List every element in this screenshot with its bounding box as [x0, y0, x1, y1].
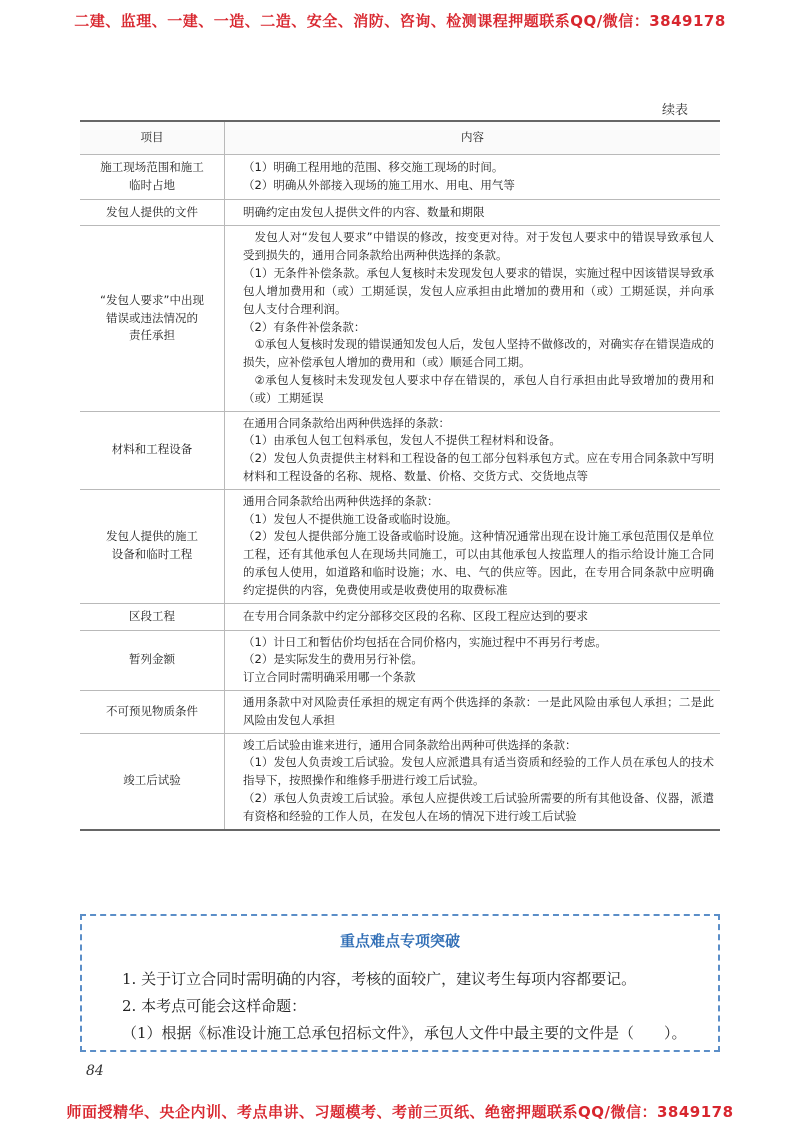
key-points-title: 重点难点专项突破: [339, 932, 460, 950]
table-row: [80, 630, 720, 690]
table-row: [80, 489, 720, 603]
row-content-cell: [225, 690, 721, 733]
row-item-label: 设备和临时工程: [111, 547, 193, 562]
row-content-cell: [225, 630, 721, 690]
row-item-cell: [80, 630, 225, 690]
row-item-label: 施工现场范围和施工: [100, 160, 204, 174]
row-content-cell: [225, 489, 721, 603]
row-content-line: （2）明确从外部接入现场的施工用水、用电、用气等: [243, 177, 515, 192]
row-item-label: 不可预见物质条件: [106, 703, 198, 718]
header-banner: 二建、监理、一建、一造、二造、安全、消防、咨询、检测课程押题联系QQ/微信：3849178: [74, 12, 726, 30]
key-point-line: 2. 本考点可能会这样命题：: [122, 997, 307, 1015]
header-item: 项目: [80, 121, 225, 155]
footer-banner: 师面授精华、央企内训、考点串讲、习题模考、考前三页纸、绝密押题联系QQ/微信：3849178: [66, 1103, 734, 1121]
row-item-label: 错误或违法情况的: [106, 310, 198, 325]
row-item-label: 区段工程: [129, 608, 175, 623]
row-content-line: 明确约定由发包人提供文件的内容、数量和期限: [243, 204, 485, 219]
row-item-cell: [80, 411, 225, 489]
row-content-cell: [225, 199, 721, 226]
row-item-label: 材料和工程设备: [111, 442, 193, 457]
row-content-line: ①承包人复核时发现的错误通知发包人后，发包人坚持不做修改的，对确实存在错误造成的损失，应补偿承包人增加的费用和（或）顺延合同工期。: [243, 337, 714, 370]
table-row: [80, 733, 720, 830]
row-content-line: 通用条款中对风险责任承担的规定有两个供选择的条款：一是此风险由承包人承担；二是此风险由发包人承担: [243, 694, 714, 727]
row-content-line: （1）由承包人包工包料承包，发包人不提供工程材料和设备。: [243, 433, 561, 448]
table-body: [80, 155, 720, 830]
row-content-line: （2）有条件补偿条款：: [243, 319, 366, 334]
row-item-cell: [80, 155, 225, 200]
row-content-line: 在通用合同条款给出两种供选择的条款：: [243, 415, 450, 430]
contract-content-table: [80, 120, 720, 831]
table-row: [80, 155, 720, 200]
row-item-label: 临时占地: [129, 177, 175, 192]
row-content-line: 通用合同条款给出两种供选择的条款：: [243, 493, 439, 508]
row-content-cell: [225, 603, 721, 630]
page-number: 84: [86, 1063, 104, 1079]
row-content-line: ②承包人复核时未发现发包人要求中存在错误的，承包人自行承担由此导致增加的费用和（或）工期延误: [243, 372, 714, 405]
key-point-line: 1. 关于订立合同时需明确的内容，考核的面较广，建议考生每项内容都要记。: [122, 970, 637, 988]
row-item-label: 责任承担: [129, 328, 175, 343]
continued-label: 续表: [661, 103, 688, 118]
row-content-line: （1）无条件补偿条款。承包人复核时未发现发包人要求的错误，实施过程中因该错误导致承包人增加费用和（或）工期延误，发包人应承担由此增加的费用和（或）工期延误，并向承包人支付合理利润。: [243, 266, 714, 316]
key-points-box: [80, 914, 720, 1052]
row-content-line: （1）发包人负责竣工后试验。发包人应派遣具有适当资质和经验的工作人员在承包人的技术指导下，按照操作和维修手册进行竣工后试验。: [243, 755, 714, 788]
row-content-line: （1）发包人不提供施工设备或临时设施。: [243, 511, 458, 526]
row-content-line: （2）发包人提供部分施工设备或临时设施。这种情况通常出现在设计施工承包范围仅是单位工程，还有其他承包人在现场共同施工，可以由其他承包人按监理人的指示给设计施工合同的承包人使用，如道路和临时设施；水、电、气的供应等。因此，在专用合同条款中应明确约定提供的内容，免费使用或是收费使用的取费标准: [243, 529, 714, 597]
row-item-label: “发包人要求”中出现: [100, 292, 204, 307]
row-content-line: （2）是实际发生的费用另行补偿。: [243, 652, 423, 667]
row-content-line: （1）明确工程用地的范围、移交施工现场的时间。: [243, 160, 504, 174]
row-content-line: 竣工后试验由谁来进行，通用合同条款给出两种可供选择的条款：: [243, 737, 577, 752]
key-point-line: （1）根据《标准设计施工总承包招标文件》，承包人文件中最主要的文件是（ ）。: [122, 1024, 687, 1042]
row-content-line: 发包人对“发包人要求”中错误的修改，按变更对待。对于发包人要求中的错误导致承包人受到损失的，通用合同条款给出两种供选择的条款。: [243, 230, 714, 263]
row-item-label: 暂列金额: [129, 652, 175, 667]
key-points-lines: [122, 966, 698, 1047]
table-row: [80, 603, 720, 630]
row-content-cell: [225, 155, 721, 200]
row-item-label: 发包人提供的文件: [106, 204, 198, 219]
row-item-label: 发包人提供的施工: [106, 529, 198, 544]
row-content-cell: [225, 411, 721, 489]
row-content-line: （1）计日工和暂估价均包括在合同价格内，实施过程中不再另行考虑。: [243, 634, 607, 649]
table-header-row: [80, 121, 720, 155]
row-item-cell: [80, 603, 225, 630]
row-content-cell: [225, 226, 721, 411]
table-row: [80, 690, 720, 733]
row-content-line: 订立合同时需明确采用哪一个条款: [243, 670, 416, 685]
header-content: 内容: [225, 121, 721, 155]
row-item-cell: [80, 690, 225, 733]
row-item-cell: [80, 226, 225, 411]
row-item-cell: [80, 199, 225, 226]
row-content-line: （2）承包人负责竣工后试验。承包人应提供竣工后试验所需要的所有其他设备、仪器，派遣有资格和经验的工作人员，在发包人在场的情况下进行竣工后试验: [243, 791, 714, 823]
row-item-cell: [80, 489, 225, 603]
row-content-line: （2）发包人负责提供主材料和工程设备的包工部分包料承包方式。应在专用合同条款中写明材料和工程设备的名称、规格、数量、价格、交货方式、交货地点等: [243, 451, 714, 483]
table-row: [80, 411, 720, 489]
row-item-label: 竣工后试验: [123, 773, 181, 788]
table-row: [80, 199, 720, 226]
table-row: [80, 226, 720, 411]
row-content-line: 在专用合同条款中约定分部移交区段的名称、区段工程应达到的要求: [243, 608, 588, 623]
row-item-cell: [80, 733, 225, 830]
row-content-cell: [225, 733, 721, 830]
